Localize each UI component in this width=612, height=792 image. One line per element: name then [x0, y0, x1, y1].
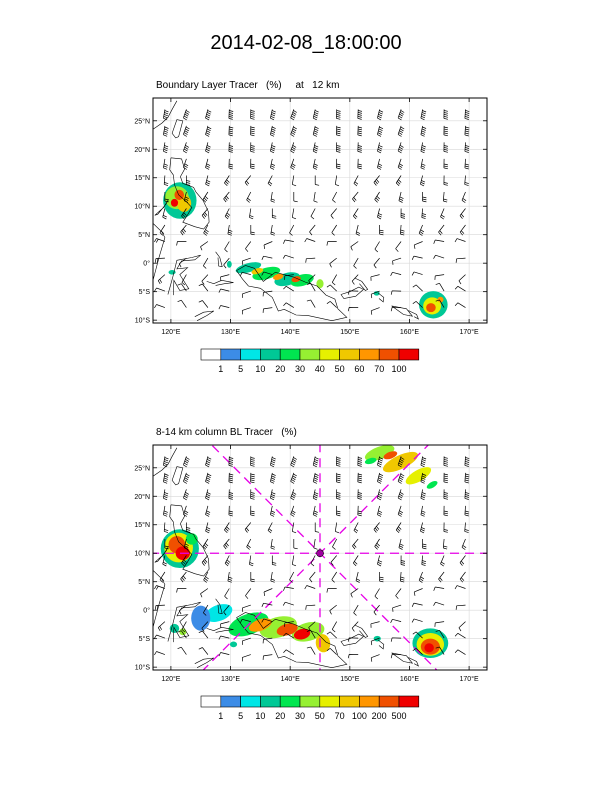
- top-colorbar: [201, 349, 419, 374]
- bottom-lat-label: 5°S: [138, 636, 150, 644]
- top-colorbar-label: 1: [218, 364, 224, 374]
- bottom-colorbar-label: 1: [218, 711, 224, 721]
- bottom-colorbar-swatch: [399, 696, 419, 707]
- top-colorbar-swatch: [340, 349, 360, 360]
- bottom-colorbar-swatch: [359, 696, 379, 707]
- top-lon-label: 160°E: [399, 329, 420, 336]
- bottom-colorbar-label: 500: [391, 711, 407, 721]
- top-colorbar-swatch: [280, 349, 300, 360]
- top-lat-label: 5°S: [138, 289, 150, 297]
- bottom-lon-label: 140°E: [280, 676, 300, 683]
- top-colorbar-label: 40: [314, 364, 325, 374]
- bottom-colorbar-label: 70: [334, 711, 345, 721]
- bottom-tracer-blob: [424, 643, 434, 652]
- bottom-colorbar-label: 100: [351, 711, 367, 721]
- top-lon-label: 130°E: [220, 329, 241, 336]
- bottom-colorbar-swatch: [221, 696, 241, 707]
- bottom-panel-title-line1: 8-14 km column BL Tracer (%): [156, 427, 297, 438]
- top-lat-label: 5°N: [138, 232, 150, 240]
- top-colorbar-label: 50: [334, 364, 345, 374]
- top-colorbar-label: 100: [391, 364, 407, 374]
- top-colorbar-swatch: [399, 349, 419, 360]
- top-colorbar-label: 20: [275, 364, 286, 374]
- bottom-lat-label: 10°S: [134, 664, 150, 672]
- top-colorbar-label: 10: [255, 364, 266, 374]
- top-lon-label: 120°E: [161, 329, 181, 336]
- bottom-colorbar-label: 200: [371, 711, 387, 721]
- top-lat-label: 10°N: [134, 203, 150, 211]
- top-colorbar-label: 5: [238, 364, 244, 374]
- bottom-lon-label: 160°E: [399, 676, 420, 683]
- top-colorbar-swatch: [300, 349, 320, 360]
- top-colorbar-swatch: [260, 349, 280, 360]
- bottom-center-marker: [317, 550, 324, 557]
- bottom-colorbar-swatch: [340, 696, 360, 707]
- top-lat-label: 15°N: [134, 175, 150, 183]
- top-lon-label: 170°E: [459, 329, 479, 336]
- top-colorbar-swatch: [320, 349, 340, 360]
- bottom-lon-label: 120°E: [161, 676, 181, 683]
- bottom-lon-label: 130°E: [220, 676, 241, 683]
- bottom-lon-label: 170°E: [459, 676, 479, 683]
- top-map-content: [153, 98, 487, 323]
- top-colorbar-label: 30: [294, 364, 306, 374]
- top-colorbar-label: 70: [374, 364, 385, 374]
- top-lon-label: 150°E: [340, 329, 360, 336]
- bottom-colorbar-swatch: [379, 696, 399, 707]
- top-tracer-blob: [426, 303, 436, 312]
- bottom-colorbar-label: 10: [255, 711, 266, 721]
- bottom-colorbar: [201, 696, 419, 721]
- top-colorbar-swatch: [379, 349, 399, 360]
- bottom-tracer-blob: [230, 642, 237, 648]
- top-map-panel: [115, 85, 495, 385]
- top-lat-label: 25°N: [134, 118, 150, 126]
- bottom-colorbar-label: 5: [238, 711, 244, 721]
- top-colorbar-swatch: [359, 349, 379, 360]
- bottom-colorbar-label: 30: [294, 711, 306, 721]
- bottom-lat-label: 5°N: [138, 579, 150, 587]
- bottom-colorbar-swatch: [201, 696, 221, 707]
- top-lon-label: 140°E: [280, 329, 300, 336]
- bottom-colorbar-label: 50: [314, 711, 325, 721]
- bottom-lat-label: 0°: [143, 607, 150, 615]
- bottom-colorbar-swatch: [320, 696, 340, 707]
- bottom-lat-label: 25°N: [134, 465, 150, 473]
- bottom-tracer-blob: [191, 606, 210, 631]
- top-tracer-blob: [171, 199, 178, 207]
- top-colorbar-label: 60: [354, 364, 365, 374]
- bottom-lat-label: 15°N: [134, 522, 150, 530]
- bottom-colorbar-swatch: [241, 696, 261, 707]
- top-lat-label: 0°: [143, 260, 150, 268]
- bottom-colorbar-swatch: [260, 696, 280, 707]
- bottom-lat-label: 20°N: [134, 493, 150, 501]
- top-colorbar-swatch: [201, 349, 221, 360]
- page-title: 2014-02-08_18:00:00: [210, 32, 402, 54]
- bottom-lon-label: 150°E: [340, 676, 360, 683]
- bottom-colorbar-label: 20: [275, 711, 286, 721]
- top-lat-label: 10°S: [134, 317, 150, 325]
- bottom-tracer-blob: [179, 628, 186, 635]
- bottom-colorbar-swatch: [280, 696, 300, 707]
- bottom-map-panel: [115, 432, 495, 732]
- top-panel-title-line1: Boundary Layer Tracer (%) at 12 km: [156, 80, 340, 91]
- bottom-map-content: [115, 432, 495, 732]
- bottom-lat-label: 10°N: [134, 550, 150, 558]
- top-lat-label: 20°N: [134, 146, 150, 154]
- top-colorbar-swatch: [241, 349, 261, 360]
- bottom-colorbar-swatch: [300, 696, 320, 707]
- top-tracer-blob: [227, 261, 232, 268]
- top-colorbar-swatch: [221, 349, 241, 360]
